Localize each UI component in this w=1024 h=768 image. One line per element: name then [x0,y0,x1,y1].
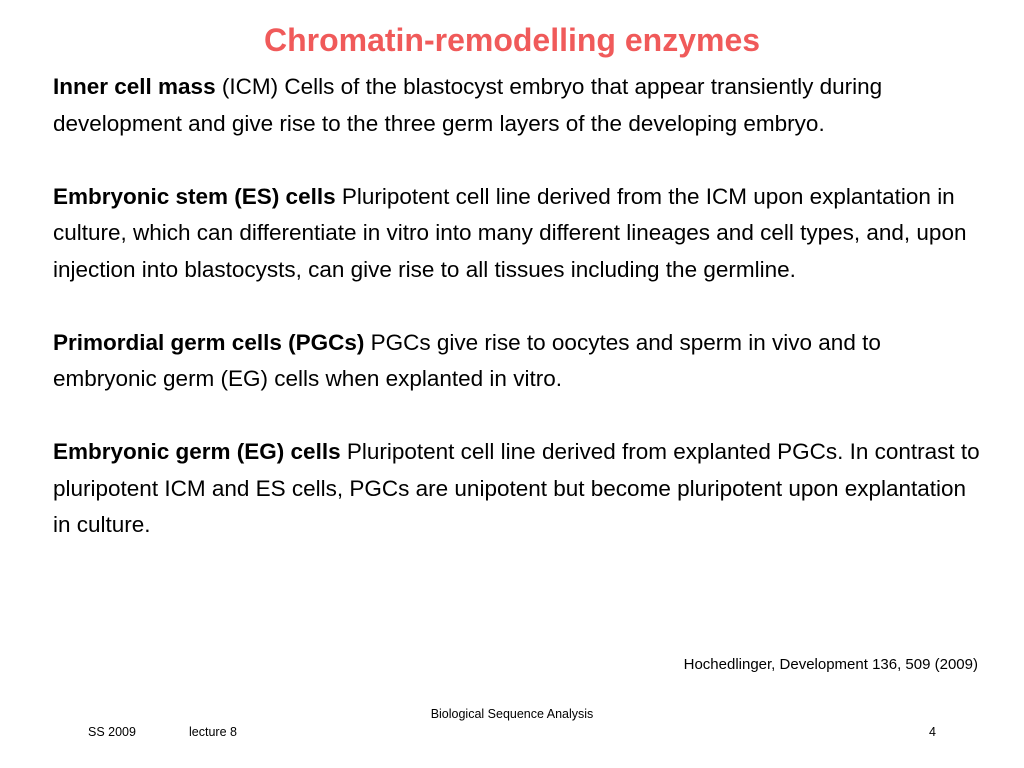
page-number: 4 [929,725,936,739]
definition-term: Primordial germ cells (PGCs) [53,329,365,355]
definition-paragraph [53,434,983,544]
definition-paragraph [53,179,983,289]
definition-paragraph [53,69,983,142]
definition-text: (ICM) Cells of the blastocyst embryo that appear transiently during development and give rise to the three germ layers of the developing embryo. [53,74,883,136]
definition-term: Inner cell mass [53,74,216,99]
footer-semester: SS 2009 [88,725,136,739]
definition-term: Embryonic germ (EG) cells [53,439,341,464]
definition-paragraph [53,325,983,398]
citation: Hochedlinger, Development 136, 509 (2009) [683,656,978,673]
definition-term: Embryonic stem (ES) cells [53,183,336,209]
definition-text: Pluripotent cell line derived from the ICM upon explantation in culture, which can differentiate in vitro into many different lineages and cell types, and, upon injection into blastocysts, can give rise to all tissues including the germline. [53,183,967,282]
slide-body [53,69,983,544]
footer-course-title: Biological Sequence Analysis [430,707,594,721]
slide-title: Chromatin-remodelling enzymes [263,22,761,58]
definition-text: PGCs give rise to oocytes and sperm in vivo and to embryonic germ (EG) cells when explanted in vitro. [53,329,881,391]
definition-text: Pluripotent cell line derived from explanted PGCs. In contrast to pluripotent ICM and ES cells, PGCs are unipotent but become pluripotent upon explantation in culture. [53,439,980,537]
footer-lecture: lecture 8 [189,725,237,739]
